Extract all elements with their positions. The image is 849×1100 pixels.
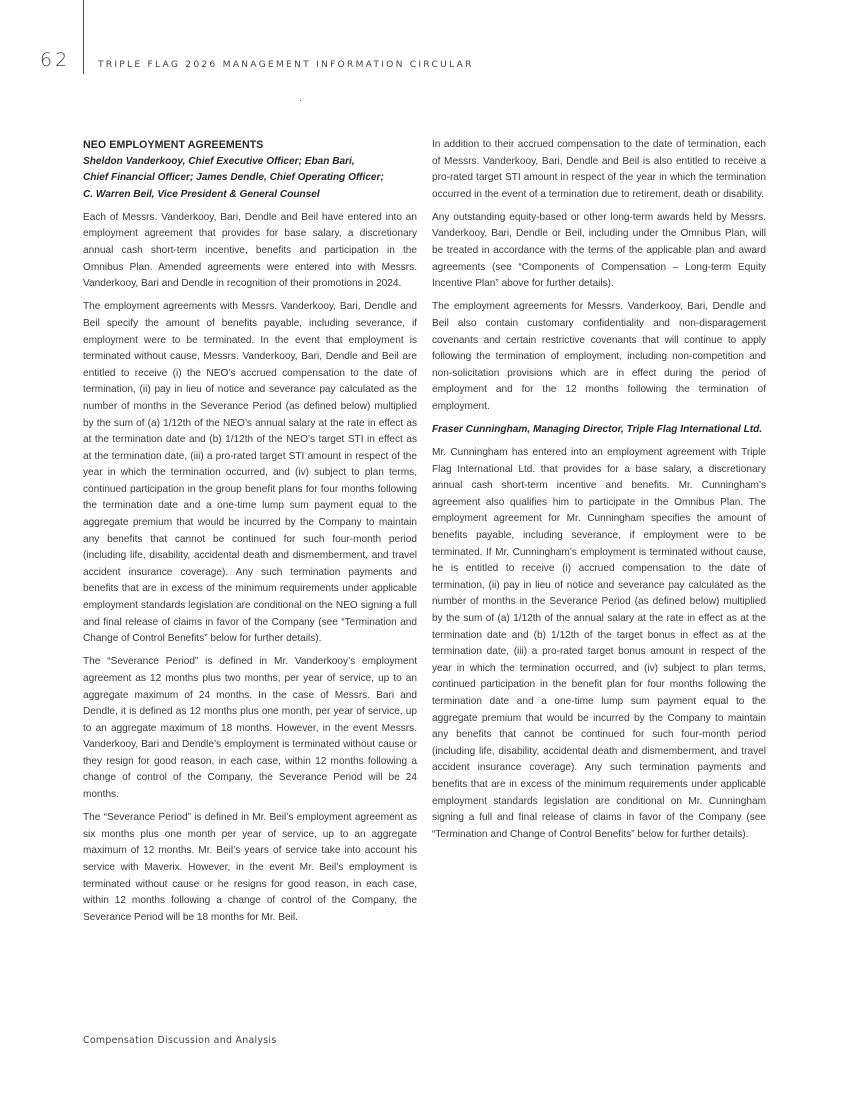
subheading-line: C. Warren Beil, Vice President & General Counsel bbox=[83, 188, 320, 200]
paragraph: The “Severance Period” is defined in Mr. Beil’s employment agreement as six months plus one month per year of service, up to an aggregate maximum of 12 months. Mr. Beil’s years of service take into account his service with Maverix. However, in the event Mr. Beil’s employment is terminated without cause or he resigns for good reason, in each case, within 12 months following a change of control of the Company, the Severance Period will be 18 months for Mr. Beil. bbox=[83, 812, 417, 923]
cunningham-subheading: Fraser Cunningham, Managing Director, Triple Flag International Ltd. bbox=[432, 424, 763, 435]
page-number: 62 bbox=[40, 49, 71, 71]
paragraph: The “Severance Period” is defined in Mr. Vanderkooy’s employment agreement as 12 months plus two months, per year of service, up to an aggregate maximum of 24 months. In the case of Messrs. Bari and Dendle, it is defined as 12 months plus one month, per year of service, up to an aggregate maximum of 18 months. However, in the event Messrs. Vanderkooy, Bari and Dendle’s employment is terminated without cause or they resign for good reason, in each case, within 12 months following a change of control of the Company, the Severance Period will be 24 months. bbox=[83, 656, 417, 801]
paragraph: The employment agreements for Messrs. Vanderkooy, Bari, Dendle and Beil also contain customary confidentiality and non-disparagement covenants and certain restrictive covenants that will continue to apply following the termination of employment, including non-competition and non-solicitation provisions which are in effect during the period of employment and for the 12 months following the termination of employment. bbox=[432, 301, 766, 412]
paragraph: Each of Messrs. Vanderkooy, Bari, Dendle and Beil have entered into an employment agreement that provides for base salary, a discretionary annual cash short-term incentive, benefits and participation in the Omnibus Plan. Amended agreements were entered into with Messrs. Vanderkooy, Bari and Dendle in recognition of their promotions in 2024. bbox=[83, 211, 417, 290]
paragraph: Any outstanding equity-based or other long-term awards held by Messrs. Vanderkooy, Bari, Dendle or Beil, including under the Omnibus Plan, will be treated in accordance with the terms of the applicable plan and award agreements (see “Components of Compensation – Long-term Equity Incentive Plan” above for further details). bbox=[432, 211, 766, 290]
right-column bbox=[432, 137, 766, 850]
document-title: TRIPLE FLAG 2026 MANAGEMENT INFORMATION CIRCULAR bbox=[98, 59, 474, 70]
neo-names-subheading bbox=[83, 154, 417, 204]
section-heading: NEO EMPLOYMENT AGREEMENTS bbox=[83, 139, 264, 151]
subheading-line: Sheldon Vanderkooy, Chief Executive Officer; Eban Bari, bbox=[83, 155, 355, 167]
paragraph: In addition to their accrued compensation to the date of termination, each of Messrs. Vanderkooy, Bari, Dendle and Beil is also entitled to receive a pro-rated target STI amount in respect of the year in which the termination occurred in the event of a termination due to retirement, death or disability. bbox=[432, 139, 766, 200]
header-accent-rule bbox=[83, 0, 84, 74]
left-column bbox=[83, 137, 417, 933]
paragraph: Mr. Cunningham has entered into an employment agreement with Triple Flag International Ltd. that provides for a base salary, a discretionary annual cash short-term incentive and benefits. Mr. Cunningham’s agreement also qualifies him to participate in the Omnibus Plan. The employment agreement for Mr. Cunningham specifies the amount of benefits payable, including severance, if employment were to be terminated. If Mr. Cunningham’s employment is terminated without cause, he is entitled to receive (i) accrued compensation to the date of termination, (ii) pay in lieu of notice and severance pay calculated as the number of months in the Severance Period (as defined below) multiplied by the sum of (a) 1/12th of the annual salary at the rate in effect as at the termination date and (b) 1/12th of the target bonus in effect as at the termination date, (iii) a pro-rated target bonus amount in respect of the year in which the termination occurred, and (iv) subject to plan terms, continued participation in the benefit plan for four months following the termination date and a one-time lump sum payment equal to the aggregate premium that would be incurred by the Company to maintain any benefits that cannot be continued for such four-month period (including life, disability, accidental death and dismemberment, and travel accident insurance coverage). Any such termination payments and benefits that are in excess of the minimum requirements under applicable employment standards legislation are conditional on Mr. Cunningham signing a full and final release of claims in favor of the Company (see “Termination and Change of Control Benefits” below for further details). bbox=[432, 447, 766, 840]
footer-section-label: Compensation Discussion and Analysis bbox=[83, 1035, 277, 1046]
subheading-line: Chief Financial Officer; James Dendle, Chief Operating Officer; bbox=[83, 172, 384, 184]
stray-mark bbox=[300, 100, 301, 101]
paragraph: The employment agreements with Messrs. Vanderkooy, Bari, Dendle and Beil specify the amount of benefits payable, including severance, if employment were to be terminated. In the event that employment is terminated without cause, Messrs. Vanderkooy, Bari, Dendle and Beil are entitled to receive (i) the NEO’s accrued compensation to the date of termination, (ii) pay in lieu of notice and severance pay calculated as the number of months in the Severance Period (as defined below) multiplied by the sum of (a) 1/12th of the NEO’s annual salary at the rate in effect as at the termination date and (b) 1/12th of the NEO’s target STI in effect as at the termination date, (iii) a pro-rated target STI amount in respect of the year in which the termination occurred, and (iv) subject to plan terms, continued participation in the group benefit plans for four months following the termination date and a one-time lump sum payment equal to the aggregate premium that would be incurred by the Company to maintain any benefits that cannot be continued for such four-month period (including life, disability, accidental death and dismemberment, and travel accident insurance coverage). Any such termination payments and benefits that are in excess of the minimum requirements under applicable employment standards legislation are conditional on the NEO signing a full and final release of claims in favor of the Company (see “Termination and Change of Control Benefits” below for further details). bbox=[83, 301, 417, 645]
